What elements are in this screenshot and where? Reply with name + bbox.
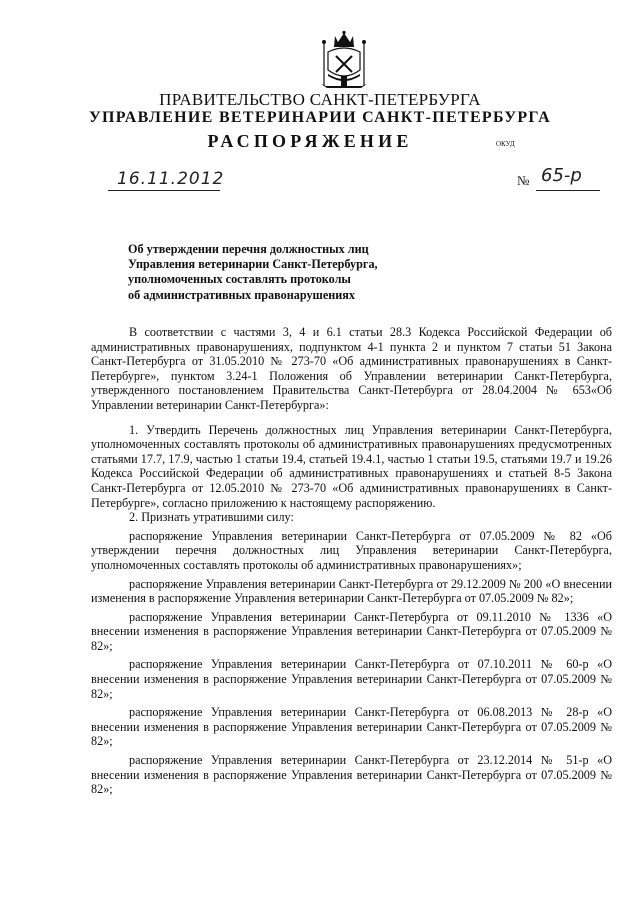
- title-line: об административных правонарушениях: [128, 287, 355, 302]
- document-type: РАСПОРЯЖЕНИЕ: [207, 131, 413, 151]
- document-body: [91, 325, 612, 797]
- document-number: 65-р: [541, 165, 582, 186]
- clause-1-paragraph: 1. Утвердить Перечень должностных лиц Управления ветеринарии Санкт-Петербурга, уполномоченных составлять протоколы об административных правонарушениях предусмотренных статьями 17.7, 17.9, частью 1 статьи 19.4, статьей 19.4.1, частью 1 статьи 19.5, статьями 19.7 и 19.26 Кодекса Российской Федерации об административных правонарушениях и статьей 8-5 Закона Санкт-Петербурга от 12.05.2010 № 273-70 «Об административных правонарушениях в Санкт-Петербурге», согласно приложению к настоящему распоряжению.: [91, 422, 612, 510]
- repealed-item: распоряжение Управления ветеринарии Санкт-Петербурга от 29.12.2009 № 200 «О внесении изменения в распоряжение Управления ветеринарии Санкт-Петербурга от 07.05.2009 № 82»;: [91, 576, 612, 606]
- number-label: №: [517, 173, 530, 188]
- department-title: УПРАВЛЕНИЕ ВЕТЕРИНАРИИ САНКТ-ПЕТЕРБУРГА: [88, 109, 552, 126]
- preamble-paragraph: В соответствии с частями 3, 4 и 6.1 статьи 28.3 Кодекса Российской Федерации об административных правонарушениях, подпунктом 4-1 пункта 2 и пунктом 7 статьи 51 Закона Санкт-Петербурга от 31.05.2010 № 273-70 «Об административных правонарушениях в Санкт-Петербурге», пунктом 3.24-1 Положения об Управлении ветеринарии Санкт-Петербурга, утвержденного постановлением Правительства Санкт-Петербурга от 28.04.2004 № 653«Об Управлении ветеринарии Санкт-Петербурга»:: [91, 325, 612, 412]
- document-date: 16.11.2012: [117, 169, 225, 189]
- repealed-item: распоряжение Управления ветеринарии Санкт-Петербурга от 06.08.2013 № 28-р «О внесении изменения в распоряжение Управления ветеринарии Санкт-Петербурга от 07.05.2009 № 82»;: [91, 705, 612, 749]
- document-title: [128, 242, 448, 303]
- clause-2-paragraph: 2. Признать утратившими силу:: [129, 510, 294, 525]
- title-line: Управления ветеринарии Санкт-Петербурга,: [128, 257, 378, 272]
- repealed-item: распоряжение Управления ветеринарии Санкт-Петербурга от 09.11.2010 № 1336 «О внесении изменения в распоряжение Управления ветеринарии Санкт-Петербурга от 07.05.2009 № 82»;: [91, 609, 612, 653]
- okud-label: ОКУД: [496, 140, 515, 148]
- title-line: уполномоченных составлять протоколы: [128, 272, 351, 287]
- coat-of-arms-icon: [318, 30, 370, 90]
- number-underline: [536, 190, 600, 191]
- date-underline: [108, 190, 220, 191]
- repealed-item: распоряжение Управления ветеринарии Санкт-Петербурга от 23.12.2014 № 51-р «О внесении изменения в распоряжение Управления ветеринарии Санкт-Петербурга от 07.05.2009 № 82»;: [91, 753, 612, 797]
- repealed-item: распоряжение Управления ветеринарии Санкт-Петербурга от 07.05.2009 № 82 «Об утверждении перечня должностных лиц Управления ветеринарии Санкт-Петербурга, уполномоченных составлять протоколы об административных правонарушениях»;: [91, 528, 612, 572]
- repealed-item: распоряжение Управления ветеринарии Санкт-Петербурга от 07.10.2011 № 60-р «О внесении изменения в распоряжение Управления ветеринарии Санкт-Петербурга от 07.05.2009 № 82»;: [91, 657, 612, 701]
- government-title: ПРАВИТЕЛЬСТВО САНКТ-ПЕТЕРБУРГА: [159, 90, 481, 109]
- title-line: Об утверждении перечня должностных лиц: [128, 242, 369, 256]
